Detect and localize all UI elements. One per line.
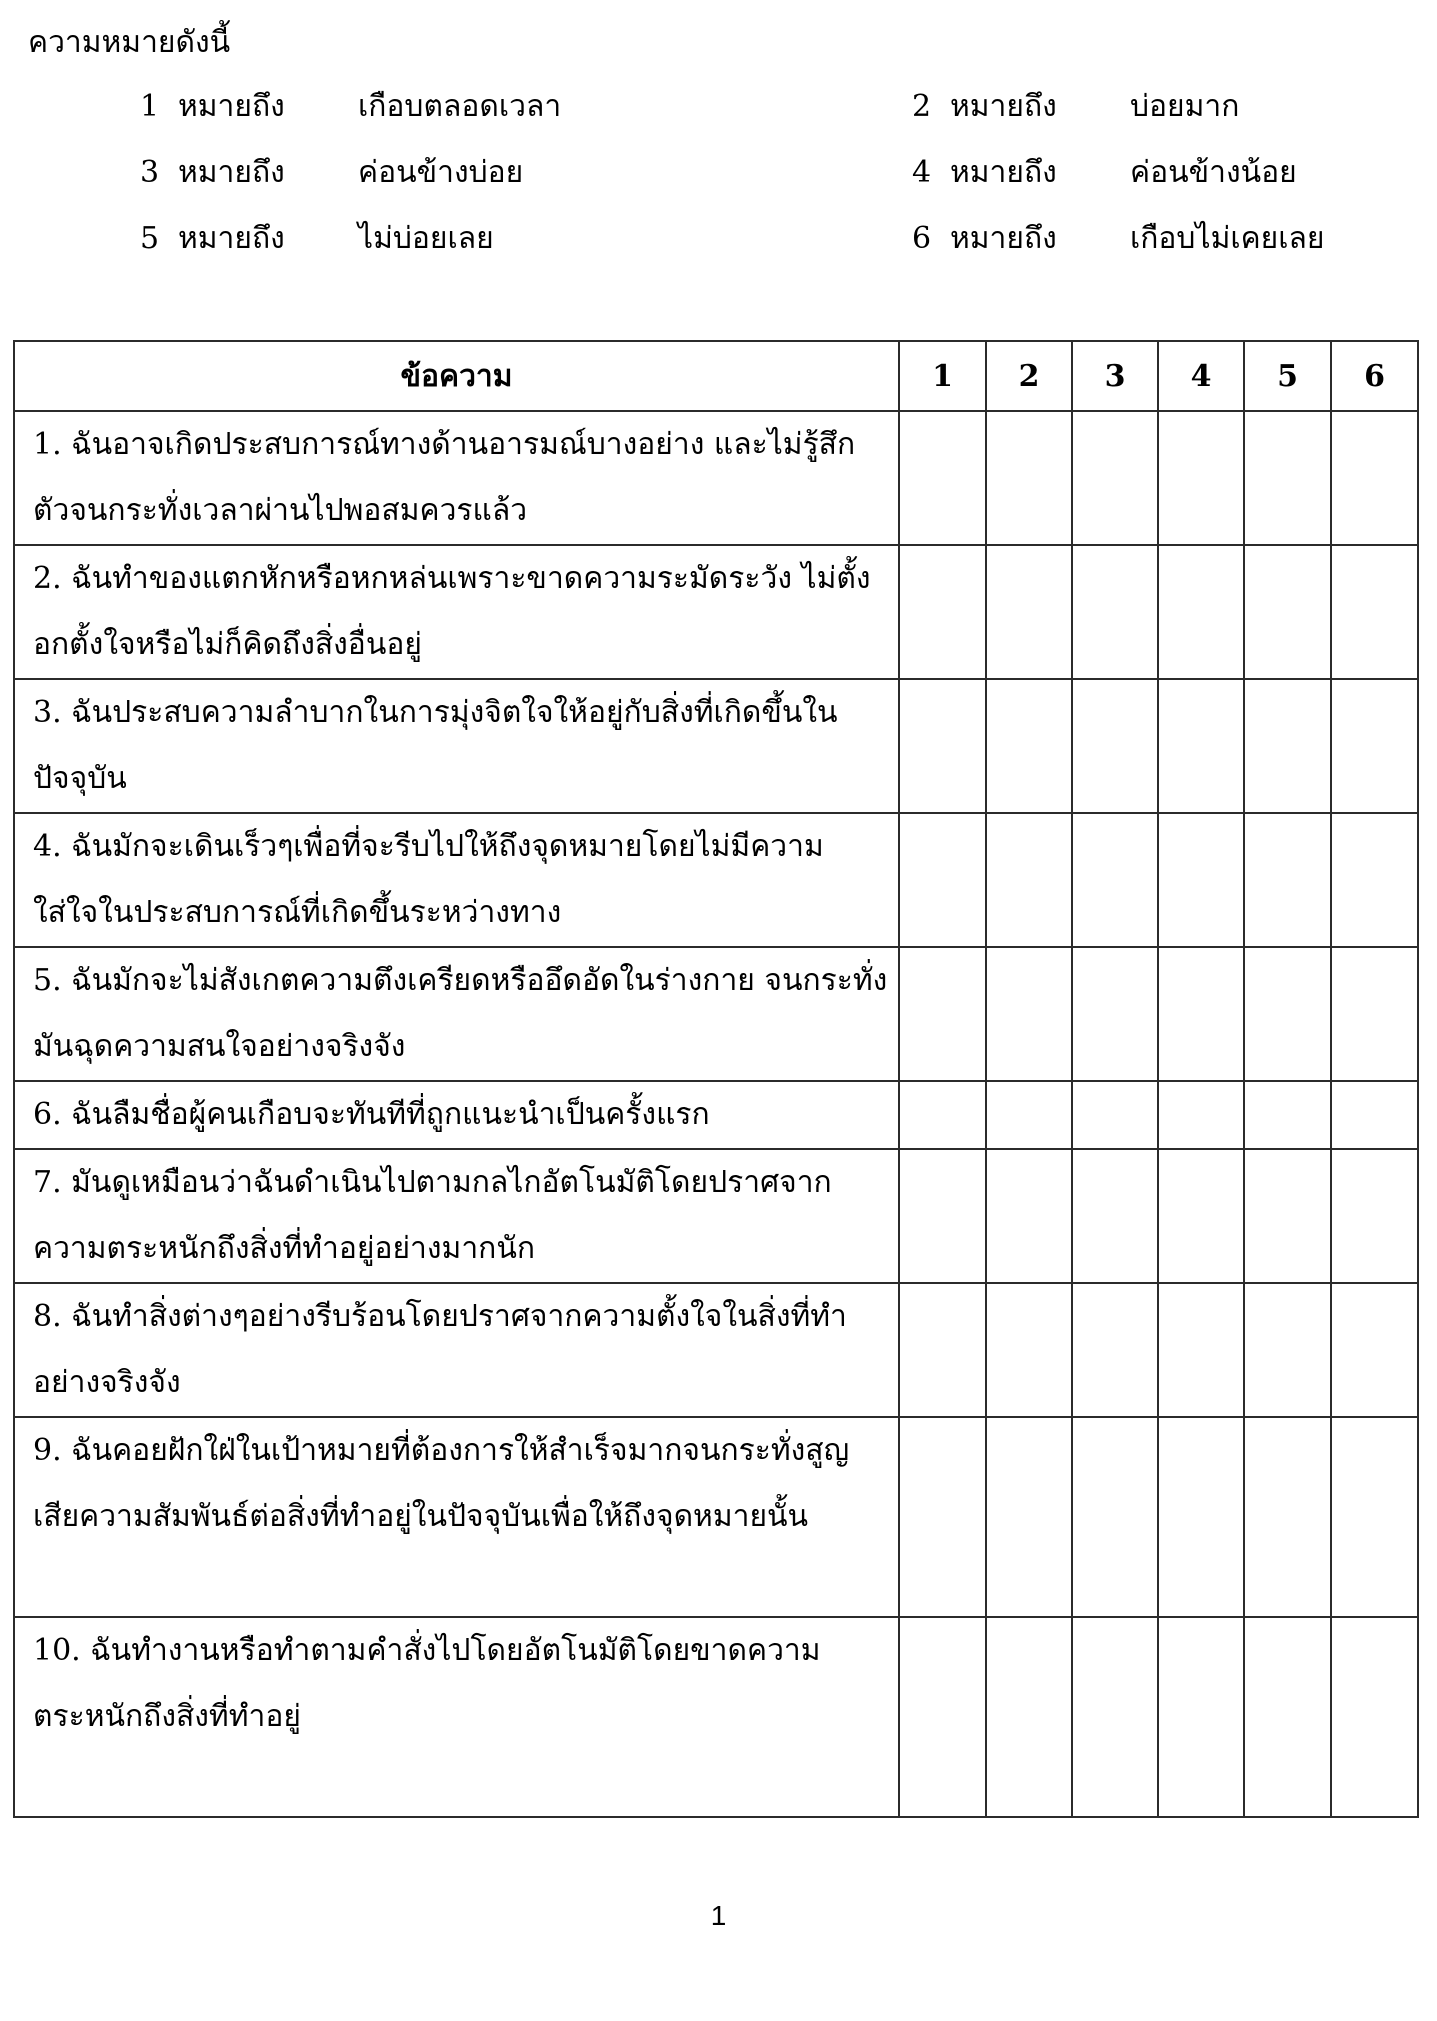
header-choice-1: 1 xyxy=(899,341,986,411)
header-choice-4: 4 xyxy=(1158,341,1244,411)
statement-cell: 9. ฉันคอยฝักใฝ่ในเป้าหมายที่ต้องการให้สำเร็จมากจนกระทั่งสูญเสียความสัมพันธ์ต่อสิ่งที่ทำอยู่ในปัจจุบันเพื่อให้ถึงจุดหมายนั้น xyxy=(14,1417,899,1617)
choice-cell-3[interactable] xyxy=(1072,1617,1158,1817)
table-row xyxy=(14,1149,1418,1283)
choice-cell-3[interactable] xyxy=(1072,545,1158,679)
choice-cell-4[interactable] xyxy=(1158,1617,1244,1817)
choice-cell-4[interactable] xyxy=(1158,813,1244,947)
statement-cell: 4. ฉันมักจะเดินเร็วๆเพื่อที่จะรีบไปให้ถึงจุดหมายโดยไม่มีความใส่ใจในประสบการณ์ที่เกิดขึ้นระหว่างทาง xyxy=(14,813,899,947)
choice-cell-3[interactable] xyxy=(1072,411,1158,545)
header-choice-3: 3 xyxy=(1072,341,1158,411)
legend-means: หมายถึง xyxy=(950,221,1057,256)
legend-description: เกือบไม่เคยเลย xyxy=(1130,221,1325,256)
choice-cell-6[interactable] xyxy=(1331,1081,1418,1149)
choice-cell-5[interactable] xyxy=(1244,411,1331,545)
table-row xyxy=(14,1617,1418,1817)
legend-number: 2 xyxy=(912,89,932,124)
choice-cell-5[interactable] xyxy=(1244,1617,1331,1817)
legend-description: เกือบตลอดเวลา xyxy=(358,89,562,124)
choice-cell-5[interactable] xyxy=(1244,1283,1331,1417)
choice-cell-6[interactable] xyxy=(1331,1283,1418,1417)
choice-cell-1[interactable] xyxy=(899,1081,986,1149)
choice-cell-3[interactable] xyxy=(1072,1149,1158,1283)
questionnaire-table xyxy=(13,340,1419,1818)
header-statement: ข้อความ xyxy=(14,341,899,411)
table-row xyxy=(14,545,1418,679)
legend-description: ไม่บ่อยเลย xyxy=(358,221,494,256)
choice-cell-6[interactable] xyxy=(1331,1149,1418,1283)
choice-cell-3[interactable] xyxy=(1072,947,1158,1081)
table-row xyxy=(14,813,1418,947)
choice-cell-3[interactable] xyxy=(1072,813,1158,947)
header-choice-6: 6 xyxy=(1331,341,1418,411)
choice-cell-3[interactable] xyxy=(1072,1081,1158,1149)
choice-cell-4[interactable] xyxy=(1158,1417,1244,1617)
choice-cell-6[interactable] xyxy=(1331,679,1418,813)
header-choice-5: 5 xyxy=(1244,341,1331,411)
statement-cell: 10. ฉันทำงานหรือทำตามคำสั่งไปโดยอัตโนมัติโดยขาดความตระหนักถึงสิ่งที่ทำอยู่ xyxy=(14,1617,899,1817)
choice-cell-1[interactable] xyxy=(899,813,986,947)
table-row xyxy=(14,947,1418,1081)
choice-cell-4[interactable] xyxy=(1158,1149,1244,1283)
table-row xyxy=(14,1417,1418,1617)
choice-cell-2[interactable] xyxy=(986,1081,1072,1149)
statement-cell: 3. ฉันประสบความลำบากในการมุ่งจิตใจให้อยู่กับสิ่งที่เกิดขึ้นในปัจจุบัน xyxy=(14,679,899,813)
choice-cell-5[interactable] xyxy=(1244,1081,1331,1149)
choice-cell-5[interactable] xyxy=(1244,1149,1331,1283)
choice-cell-2[interactable] xyxy=(986,1417,1072,1617)
statement-cell: 2. ฉันทำของแตกหักหรือหกหล่นเพราะขาดความระมัดระวัง ไม่ตั้งอกตั้งใจหรือไม่ก็คิดถึงสิ่งอื่นอยู่ xyxy=(14,545,899,679)
choice-cell-4[interactable] xyxy=(1158,1081,1244,1149)
table-row xyxy=(14,1283,1418,1417)
choice-cell-6[interactable] xyxy=(1331,947,1418,1081)
choice-cell-3[interactable] xyxy=(1072,679,1158,813)
choice-cell-3[interactable] xyxy=(1072,1417,1158,1617)
choice-cell-1[interactable] xyxy=(899,1417,986,1617)
header-choice-2: 2 xyxy=(986,341,1072,411)
legend-description: บ่อยมาก xyxy=(1130,89,1240,124)
choice-cell-2[interactable] xyxy=(986,947,1072,1081)
choice-cell-6[interactable] xyxy=(1331,545,1418,679)
legend-number: 3 xyxy=(140,155,160,190)
choice-cell-6[interactable] xyxy=(1331,411,1418,545)
statement-cell: 6. ฉันลืมชื่อผู้คนเกือบจะทันทีที่ถูกแนะนำเป็นครั้งแรก xyxy=(14,1081,899,1149)
table-row xyxy=(14,679,1418,813)
statement-cell: 8. ฉันทำสิ่งต่างๆอย่างรีบร้อนโดยปราศจากความตั้งใจในสิ่งที่ทำอย่างจริงจัง xyxy=(14,1283,899,1417)
table-row xyxy=(14,411,1418,545)
legend-description: ค่อนข้างบ่อย xyxy=(358,155,524,190)
choice-cell-1[interactable] xyxy=(899,1283,986,1417)
choice-cell-6[interactable] xyxy=(1331,813,1418,947)
choice-cell-1[interactable] xyxy=(899,679,986,813)
choice-cell-4[interactable] xyxy=(1158,1283,1244,1417)
statement-cell: 1. ฉันอาจเกิดประสบการณ์ทางด้านอารมณ์บางอย่าง และไม่รู้สึกตัวจนกระทั่งเวลาผ่านไปพอสมควรแล้ว xyxy=(14,411,899,545)
table-header-row xyxy=(14,341,1418,411)
choice-cell-4[interactable] xyxy=(1158,545,1244,679)
choice-cell-4[interactable] xyxy=(1158,947,1244,1081)
choice-cell-1[interactable] xyxy=(899,545,986,679)
choice-cell-1[interactable] xyxy=(899,411,986,545)
legend-number: 1 xyxy=(140,89,160,124)
choice-cell-5[interactable] xyxy=(1244,947,1331,1081)
choice-cell-2[interactable] xyxy=(986,545,1072,679)
choice-cell-1[interactable] xyxy=(899,947,986,1081)
choice-cell-3[interactable] xyxy=(1072,1283,1158,1417)
choice-cell-5[interactable] xyxy=(1244,813,1331,947)
choice-cell-2[interactable] xyxy=(986,679,1072,813)
legend-number: 4 xyxy=(912,155,932,190)
legend-means: หมายถึง xyxy=(178,155,285,190)
choice-cell-2[interactable] xyxy=(986,1283,1072,1417)
legend-means: หมายถึง xyxy=(178,221,285,256)
choice-cell-4[interactable] xyxy=(1158,411,1244,545)
choice-cell-4[interactable] xyxy=(1158,679,1244,813)
statement-cell: 5. ฉันมักจะไม่สังเกตความตึงเครียดหรืออึดอัดในร่างกาย จนกระทั่งมันฉุดความสนใจอย่างจริงจัง xyxy=(14,947,899,1081)
choice-cell-5[interactable] xyxy=(1244,1417,1331,1617)
choice-cell-6[interactable] xyxy=(1331,1417,1418,1617)
statement-cell: 7. มันดูเหมือนว่าฉันดำเนินไปตามกลไกอัตโนมัติโดยปราศจากความตระหนักถึงสิ่งที่ทำอยู่อย่างมากนัก xyxy=(14,1149,899,1283)
choice-cell-2[interactable] xyxy=(986,813,1072,947)
choice-cell-1[interactable] xyxy=(899,1617,986,1817)
choice-cell-1[interactable] xyxy=(899,1149,986,1283)
choice-cell-5[interactable] xyxy=(1244,545,1331,679)
legend-description: ค่อนข้างน้อย xyxy=(1130,155,1297,190)
choice-cell-2[interactable] xyxy=(986,411,1072,545)
choice-cell-5[interactable] xyxy=(1244,679,1331,813)
choice-cell-2[interactable] xyxy=(986,1617,1072,1817)
legend-number: 6 xyxy=(912,221,932,256)
page-number: 1 xyxy=(710,1900,727,1931)
table-row xyxy=(14,1081,1418,1149)
intro-text: ความหมายดังนี้ xyxy=(28,25,231,60)
legend-means: หมายถึง xyxy=(950,155,1057,190)
legend-means: หมายถึง xyxy=(950,89,1057,124)
legend-number: 5 xyxy=(140,221,160,256)
choice-cell-2[interactable] xyxy=(986,1149,1072,1283)
legend-means: หมายถึง xyxy=(178,89,285,124)
choice-cell-6[interactable] xyxy=(1331,1617,1418,1817)
